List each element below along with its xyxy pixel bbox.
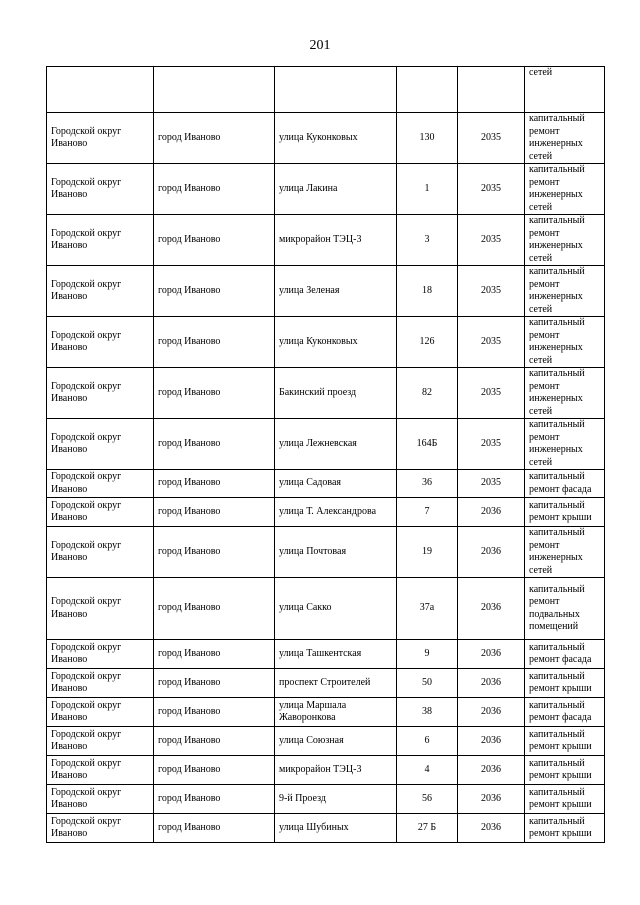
housing-repair-table: [46, 66, 605, 843]
cell-district: Городской округ Иваново: [47, 113, 154, 164]
cell-street: улица Сакко: [275, 578, 397, 640]
cell-street: улица Зеленая: [275, 266, 397, 317]
table-row: [47, 266, 605, 317]
cell-city: город Иваново: [154, 498, 275, 527]
table-row: [47, 756, 605, 785]
table-row: [47, 498, 605, 527]
table-row: [47, 578, 605, 640]
cell-work: капитальный ремонт инженерных сетей: [525, 215, 605, 266]
cell-district: Городской округ Иваново: [47, 527, 154, 578]
cell-district: Городской округ Иваново: [47, 785, 154, 814]
cell-year: 2036: [458, 669, 525, 698]
cell-district: Городской округ Иваново: [47, 266, 154, 317]
cell-work: капитальный ремонт инженерных сетей: [525, 317, 605, 368]
cell-house: 56: [397, 785, 458, 814]
cell-street: улица Почтовая: [275, 527, 397, 578]
cell-work: капитальный ремонт инженерных сетей: [525, 419, 605, 470]
cell-district: Городской округ Иваново: [47, 215, 154, 266]
cell-year: 2035: [458, 164, 525, 215]
cell-street: Бакинский проезд: [275, 368, 397, 419]
table-row: [47, 470, 605, 498]
cell-district: Городской округ Иваново: [47, 727, 154, 756]
cell-house: 130: [397, 113, 458, 164]
cell-year: 2036: [458, 785, 525, 814]
cell-city: город Иваново: [154, 756, 275, 785]
table-row: [47, 164, 605, 215]
cell-street: улица Т. Александрова: [275, 498, 397, 527]
cell-district: Городской округ Иваново: [47, 368, 154, 419]
table-row-continuation: [47, 67, 605, 113]
cell-district: Городской округ Иваново: [47, 669, 154, 698]
cell-street: улица Маршала Жаворонкова: [275, 698, 397, 727]
cell-year: [458, 67, 525, 113]
cell-work: капитальный ремонт крыши: [525, 498, 605, 527]
cell-street: улица Лежневская: [275, 419, 397, 470]
cell-house: 7: [397, 498, 458, 527]
table-row: [47, 814, 605, 843]
table-row: [47, 698, 605, 727]
cell-city: город Иваново: [154, 814, 275, 843]
cell-district: Городской округ Иваново: [47, 498, 154, 527]
cell-house: 1: [397, 164, 458, 215]
cell-house: [397, 67, 458, 113]
cell-city: город Иваново: [154, 669, 275, 698]
table-row: [47, 317, 605, 368]
cell-year: 2036: [458, 578, 525, 640]
cell-district: Городской округ Иваново: [47, 419, 154, 470]
cell-city: город Иваново: [154, 368, 275, 419]
cell-street: улица Куконковых: [275, 317, 397, 368]
cell-house: 38: [397, 698, 458, 727]
cell-street: проспект Строителей: [275, 669, 397, 698]
cell-house: 36: [397, 470, 458, 498]
cell-house: 19: [397, 527, 458, 578]
cell-work: капитальный ремонт подвальных помещений: [525, 578, 605, 640]
cell-street: улица Союзная: [275, 727, 397, 756]
cell-work: капитальный ремонт инженерных сетей: [525, 368, 605, 419]
table-row: [47, 113, 605, 164]
cell-city: город Иваново: [154, 317, 275, 368]
cell-house: 9: [397, 640, 458, 669]
cell-street: [275, 67, 397, 113]
cell-street: улица Лакина: [275, 164, 397, 215]
cell-city: город Иваново: [154, 578, 275, 640]
cell-district: [47, 67, 154, 113]
cell-year: 2036: [458, 814, 525, 843]
cell-work: капитальный ремонт крыши: [525, 756, 605, 785]
table-row: [47, 368, 605, 419]
cell-city: город Иваново: [154, 470, 275, 498]
cell-street: улица Ташкентская: [275, 640, 397, 669]
cell-house: 4: [397, 756, 458, 785]
cell-work: сетей: [525, 67, 605, 113]
cell-year: 2035: [458, 113, 525, 164]
cell-street: улица Куконковых: [275, 113, 397, 164]
table-row: [47, 215, 605, 266]
cell-district: Городской округ Иваново: [47, 578, 154, 640]
cell-work: капитальный ремонт фасада: [525, 470, 605, 498]
cell-district: Городской округ Иваново: [47, 164, 154, 215]
cell-house: 50: [397, 669, 458, 698]
cell-work: капитальный ремонт фасада: [525, 640, 605, 669]
cell-city: [154, 67, 275, 113]
cell-house: 164Б: [397, 419, 458, 470]
cell-street: улица Садовая: [275, 470, 397, 498]
page-number: 201: [309, 38, 331, 53]
table-row: [47, 785, 605, 814]
cell-city: город Иваново: [154, 419, 275, 470]
cell-district: Городской округ Иваново: [47, 698, 154, 727]
cell-house: 37а: [397, 578, 458, 640]
table-row: [47, 640, 605, 669]
cell-house: 3: [397, 215, 458, 266]
cell-district: Городской округ Иваново: [47, 756, 154, 785]
cell-street: микрорайон ТЭЦ-3: [275, 215, 397, 266]
cell-city: город Иваново: [154, 215, 275, 266]
cell-year: 2035: [458, 368, 525, 419]
table-row: [47, 527, 605, 578]
cell-district: Городской округ Иваново: [47, 814, 154, 843]
cell-house: 18: [397, 266, 458, 317]
cell-year: 2035: [458, 266, 525, 317]
table-row: [47, 669, 605, 698]
cell-house: 82: [397, 368, 458, 419]
cell-work: капитальный ремонт фасада: [525, 698, 605, 727]
cell-year: 2036: [458, 727, 525, 756]
cell-district: Городской округ Иваново: [47, 317, 154, 368]
cell-work: капитальный ремонт инженерных сетей: [525, 266, 605, 317]
cell-street: улица Шубиных: [275, 814, 397, 843]
cell-city: город Иваново: [154, 266, 275, 317]
cell-year: 2036: [458, 527, 525, 578]
cell-year: 2036: [458, 756, 525, 785]
cell-year: 2035: [458, 215, 525, 266]
cell-year: 2036: [458, 498, 525, 527]
cell-city: город Иваново: [154, 727, 275, 756]
cell-street: микрорайон ТЭЦ-3: [275, 756, 397, 785]
cell-house: 126: [397, 317, 458, 368]
cell-district: Городской округ Иваново: [47, 640, 154, 669]
table-body: [47, 67, 605, 843]
cell-work: капитальный ремонт крыши: [525, 814, 605, 843]
table-row: [47, 419, 605, 470]
cell-work: капитальный ремонт крыши: [525, 669, 605, 698]
cell-year: 2036: [458, 698, 525, 727]
cell-house: 27 Б: [397, 814, 458, 843]
cell-work: капитальный ремонт крыши: [525, 727, 605, 756]
cell-work: капитальный ремонт крыши: [525, 785, 605, 814]
cell-year: 2035: [458, 470, 525, 498]
cell-city: город Иваново: [154, 113, 275, 164]
cell-city: город Иваново: [154, 698, 275, 727]
cell-street: 9-й Проезд: [275, 785, 397, 814]
cell-year: 2036: [458, 640, 525, 669]
cell-city: город Иваново: [154, 640, 275, 669]
cell-city: город Иваново: [154, 527, 275, 578]
cell-work: капитальный ремонт инженерных сетей: [525, 527, 605, 578]
cell-year: 2035: [458, 317, 525, 368]
cell-work: капитальный ремонт инженерных сетей: [525, 113, 605, 164]
cell-year: 2035: [458, 419, 525, 470]
table-row: [47, 727, 605, 756]
cell-district: Городской округ Иваново: [47, 470, 154, 498]
cell-work: капитальный ремонт инженерных сетей: [525, 164, 605, 215]
cell-city: город Иваново: [154, 164, 275, 215]
cell-city: город Иваново: [154, 785, 275, 814]
cell-house: 6: [397, 727, 458, 756]
